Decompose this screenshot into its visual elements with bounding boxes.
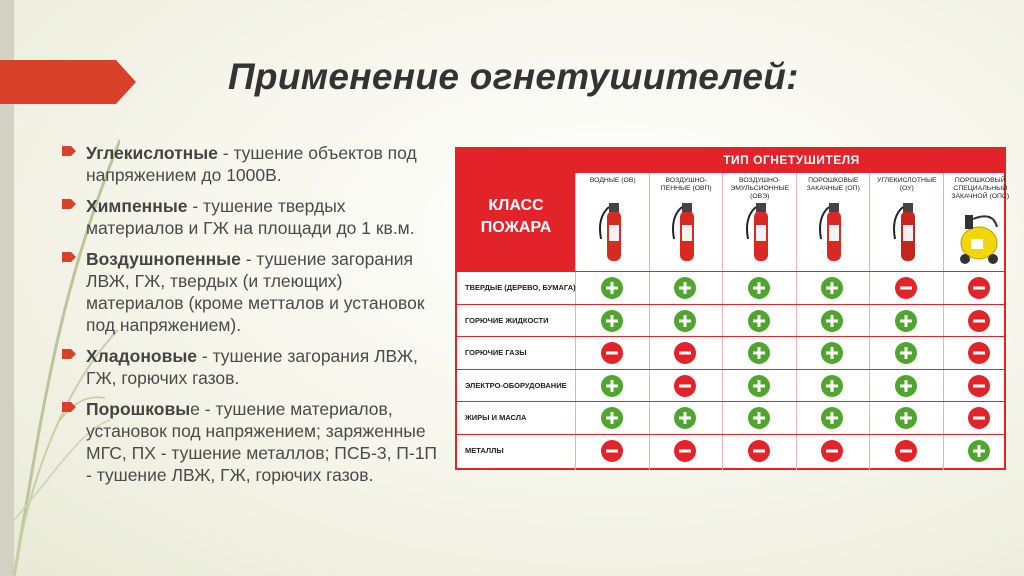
plus-icon xyxy=(747,374,771,398)
fire-class-name: ГОРЮЧИЕ ЖИДКОСТИ xyxy=(465,315,549,325)
extinguisher-type-label: ВОДНЫЕ (ОВ) xyxy=(589,177,636,184)
bullet-term: Порошковы xyxy=(86,399,191,419)
table-row xyxy=(457,336,1004,368)
table-row xyxy=(457,271,1004,303)
plus-icon xyxy=(894,341,918,365)
bullet-item xyxy=(62,142,442,186)
bullet-text: - тушение объектов под напряжением до 1000В. xyxy=(86,143,417,185)
plus-icon xyxy=(894,374,918,398)
bullet-term: Воздушнопенные xyxy=(86,249,241,269)
extinguisher-column-header xyxy=(796,173,871,271)
plus-icon xyxy=(747,406,771,430)
plus-icon xyxy=(600,309,624,333)
plus-icon xyxy=(894,406,918,430)
plus-icon xyxy=(967,439,991,463)
minus-icon xyxy=(673,439,697,463)
arrow-bullet-icon xyxy=(62,349,76,359)
minus-icon xyxy=(673,341,697,365)
extinguisher-table xyxy=(455,147,1010,470)
bullet-item xyxy=(62,195,442,239)
plus-icon xyxy=(673,276,697,300)
table-class-header xyxy=(457,149,575,271)
bullet-text: е - тушение материалов, установок под напряжением; заряженные МГС, ПХ - тушение металлов; ПСБ-3, П-1П - тушение ЛВЖ, ГЖ, горючих газов. xyxy=(86,399,438,485)
minus-icon xyxy=(747,439,771,463)
plus-icon xyxy=(747,276,771,300)
bullet-item xyxy=(62,345,442,389)
extinguisher-type-label: ВОЗДУШНО-ПЕННЫЕ (ОВП) xyxy=(660,177,712,192)
fire-class-name: МЕТАЛЛЫ xyxy=(465,445,504,455)
fire-class-name: ЖИРЫ И МАСЛА xyxy=(465,413,527,422)
minus-icon xyxy=(967,276,991,300)
table-row xyxy=(457,401,1004,433)
bullet-text: - тушение загорания ЛВЖ, ГЖ, твердых (и тлеющих) материалов (кроме метталов и установок под напряжением). xyxy=(86,249,425,335)
table-row xyxy=(457,369,1004,401)
plus-icon xyxy=(894,309,918,333)
table-row xyxy=(457,434,1004,466)
fire-class-name: ГОРЮЧИЕ ГАЗЫ xyxy=(465,348,527,357)
fire-class-name: ЭЛЕКТРО-ОБОРУДОВАНИЕ xyxy=(465,380,567,390)
arrow-bullet-icon xyxy=(62,146,76,156)
minus-icon xyxy=(894,276,918,300)
bullet-term: Хладоновые xyxy=(86,346,198,366)
minus-icon xyxy=(967,374,991,398)
arrow-bullet-icon xyxy=(62,402,76,412)
plus-icon xyxy=(673,406,697,430)
extinguisher-type-label: ПОРОШКОВЫЙ СПЕЦИАЛЬНЫЙ ЗАКАЧНОЙ (ОПС) xyxy=(951,177,1010,200)
extinguisher-column-header xyxy=(575,173,650,271)
bullet-item xyxy=(62,398,442,486)
plus-icon xyxy=(747,309,771,333)
plus-icon xyxy=(820,309,844,333)
plus-icon xyxy=(820,276,844,300)
minus-icon xyxy=(967,406,991,430)
plus-icon xyxy=(820,374,844,398)
minus-icon xyxy=(600,439,624,463)
extinguisher-type-label: УГЛЕКИСЛОТНЫЕ (ОУ) xyxy=(877,177,937,192)
bullet-list xyxy=(62,142,442,495)
title-arrow-shape xyxy=(0,60,136,104)
table-row xyxy=(457,304,1004,336)
bullet-text: - тушение твердых материалов и ГЖ на площади до 1 кв.м. xyxy=(86,196,415,238)
plus-icon xyxy=(673,309,697,333)
plus-icon xyxy=(600,406,624,430)
extinguisher-column-header xyxy=(943,173,1018,271)
extinguisher-column-header xyxy=(722,173,797,271)
extinguisher-type-label: ВОЗДУШНО-ЭМУЛЬСИОННЫЕ (ОВЭ) xyxy=(730,177,790,200)
minus-icon xyxy=(673,374,697,398)
slide-title: Применение огнетушителей: xyxy=(228,56,799,97)
minus-icon xyxy=(894,439,918,463)
extinguisher-column-header xyxy=(649,173,724,271)
bullet-item xyxy=(62,248,442,336)
fire-class-label: КЛАСС ПОЖАРА xyxy=(480,197,552,236)
plus-icon xyxy=(747,341,771,365)
minus-icon xyxy=(967,309,991,333)
arrow-bullet-icon xyxy=(62,252,76,262)
fire-class-name: ТВЕРДЫЕ (ДЕРЕВО, БУМАГА) xyxy=(465,283,576,292)
arrow-bullet-icon xyxy=(62,199,76,209)
plus-icon xyxy=(600,276,624,300)
extinguisher-column-header xyxy=(869,173,944,271)
minus-icon xyxy=(820,439,844,463)
plus-icon xyxy=(820,406,844,430)
minus-icon xyxy=(600,341,624,365)
bullet-term: Химпенные xyxy=(86,196,188,216)
minus-icon xyxy=(967,341,991,365)
bullet-text: - тушение загорания ЛВЖ, ГЖ, горючих газов. xyxy=(86,346,418,388)
extinguisher-type-label: ПОРОШКОВЫЕ ЗАКАЧНЫЕ (ОП) xyxy=(806,177,860,192)
plus-icon xyxy=(820,341,844,365)
table-type-header: ТИП ОГНЕТУШИТЕЛЯ xyxy=(723,153,860,167)
bullet-term: Углекислотные xyxy=(86,143,218,163)
plus-icon xyxy=(600,374,624,398)
